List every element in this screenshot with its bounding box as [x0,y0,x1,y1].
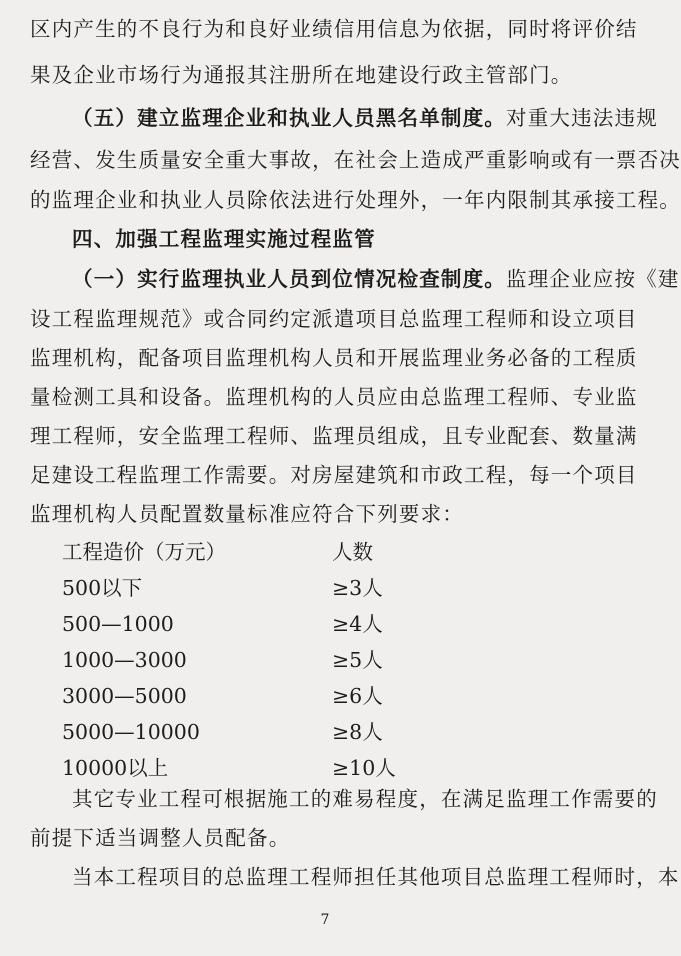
text-line: 区内产生的不良行为和良好业绩信用信息为依据，同时将评价结 [30,17,638,41]
table-row [62,609,383,639]
paragraph-inspection-lead: （一）实行监理执业人员到位情况检查制度。 [72,267,506,291]
table-cell-staff: ≥10人 [332,756,396,780]
text-line: 量检测工具和设备。监理机构的人员应由总监理工程师、专业监 [30,385,638,409]
text-line: 监理机构，配备项目监理机构人员和开展监理业务必备的工程质 [30,346,638,370]
text-line: 经营、发生质量安全重大事故，在社会上造成严重影响或有一票否决 [30,148,681,172]
paragraph-last-first-line: 当本工程项目的总监理工程师担任其他项目总监理工程师时，本 [72,865,680,889]
page-number: 7 [320,912,330,928]
table-cell-staff: ≥4人 [332,612,383,636]
table-row [62,753,396,783]
text-line: 足建设工程监理工作需要。对房屋建筑和市政工程，每一个项目 [30,463,638,487]
table-row [62,645,383,675]
table-row [62,717,383,747]
table-cell-staff: ≥5人 [332,648,383,672]
text-line: 设工程监理规范》或合同约定派遣项目总监理工程师和设立项目 [30,307,638,331]
table-cell-cost: 5000—10000 [62,720,200,744]
paragraph-other-first-line: 其它专业工程可根据施工的难易程度，在满足监理工作需要的 [72,787,658,811]
text-line: 果及企业市场行为通报其注册所在地建设行政主管部门。 [30,63,573,87]
table-cell-staff: ≥8人 [332,720,383,744]
table-cell-cost: 10000以上 [62,756,169,780]
text-line: 的监理企业和执业人员除依法进行处理外，一年内限制其承接工程。 [30,188,681,212]
table-header-cost: 工程造价（万元） [62,540,226,564]
paragraph-blacklist-rest: 对重大违法违规 [506,106,658,130]
paragraph-blacklist-lead: （五）建立监理企业和执业人员黑名单制度。 [72,106,506,130]
paragraph-blacklist-first-line [72,103,658,133]
table-row [62,681,383,711]
table-row [62,573,383,603]
table-cell-cost: 500—1000 [62,612,174,636]
table-header-staff: 人数 [332,540,373,564]
text-line: 监理机构人员配置数量标准应符合下列要求： [30,502,464,526]
paragraph-inspection-rest: 监理企业应按《建 [506,267,680,291]
section-heading: 四、加强工程监理实施过程监管 [72,227,376,251]
table-cell-cost: 3000—5000 [62,684,187,708]
text-line: 前提下适当调整人员配备。 [30,826,291,850]
paragraph-inspection-first-line [72,264,680,294]
table-cell-staff: ≥3人 [332,576,383,600]
text-line: 理工程师，安全监理工程师、监理员组成，且专业配套、数量满 [30,424,638,448]
table-cell-cost: 500以下 [62,576,143,600]
table-cell-cost: 1000—3000 [62,648,187,672]
staffing-table-header [62,537,373,567]
table-cell-staff: ≥6人 [332,684,383,708]
